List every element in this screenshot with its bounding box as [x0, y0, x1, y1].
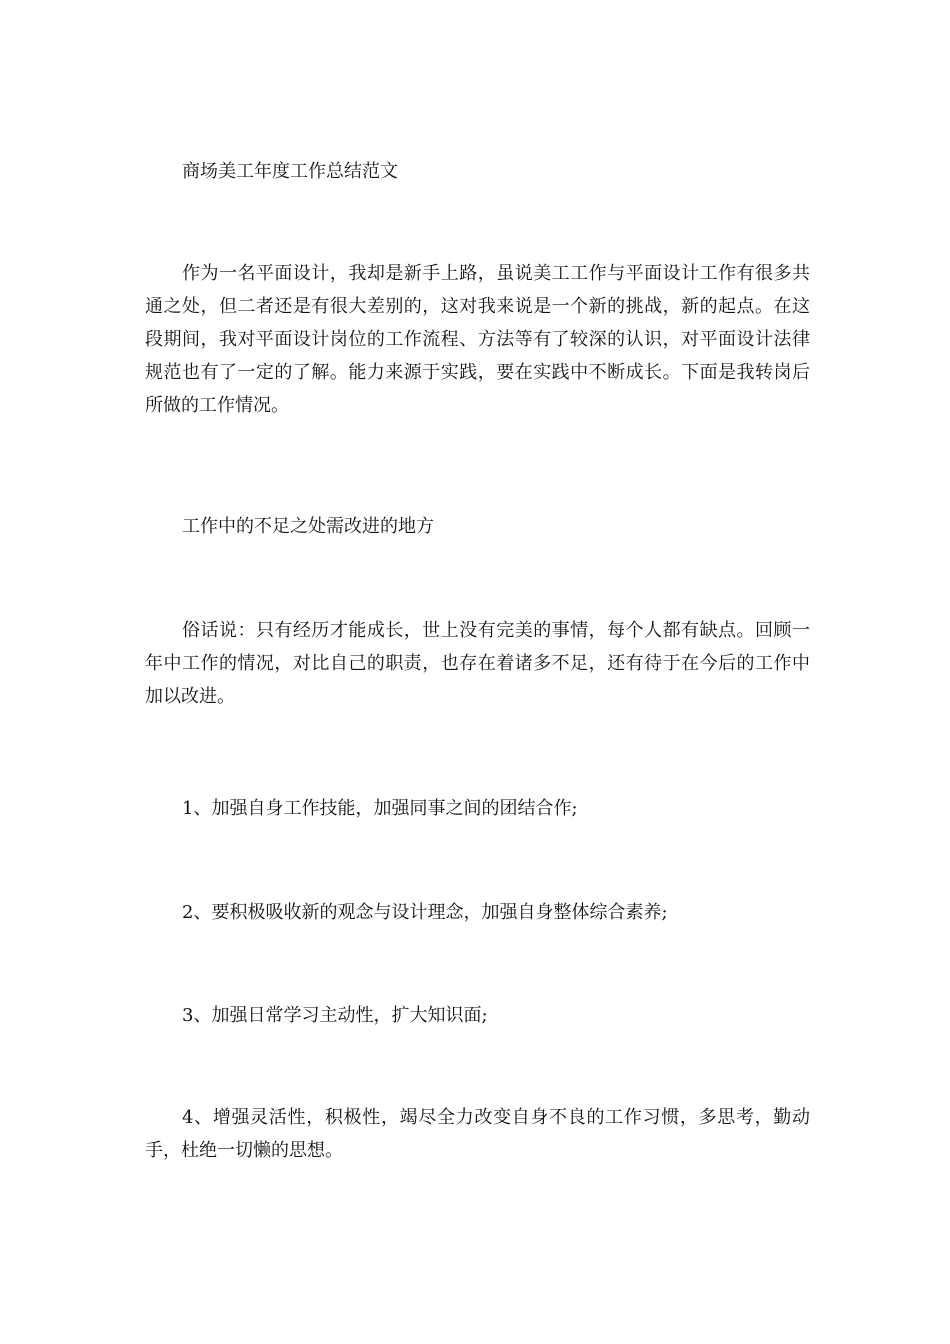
list-item: 3、加强日常学习主动性，扩大知识面; — [182, 1005, 488, 1026]
list-item: 2、要积极吸收新的观念与设计理念，加强自身整体综合素养; — [182, 902, 668, 923]
saying-paragraph: 俗话说：只有经历才能成长，世上没有完美的事情，每个人都有缺点。回顾一年中工作的情况，对比自己的职责，也存在着诸多不足，还有待于在今后的工作中加以改进。 — [145, 620, 810, 707]
list-item: 1、加强自身工作技能，加强同事之间的团结合作; — [182, 798, 578, 819]
intro-paragraph: 作为一名平面设计，我却是新手上路，虽说美工工作与平面设计工作有很多共通之处，但二者还是有很大差别的，这对我来说是一个新的挑战，新的起点。在这段期间，我对平面设计岗位的工作流程、方法等有了较深的认识，对平面设计法律规范也有了一定的了解。能力来源于实践，要在实践中不断成长。下面是我转岗后所做的工作情况。 — [145, 263, 810, 416]
list-item: 4、增强灵活性，积极性，竭尽全力改变自身不良的工作习惯，多思考，勤动手，杜绝一切懒的思想。 — [145, 1107, 810, 1161]
document-title: 商场美工年度工作总结范文 — [182, 161, 398, 182]
section-heading: 工作中的不足之处需改进的地方 — [182, 516, 434, 537]
